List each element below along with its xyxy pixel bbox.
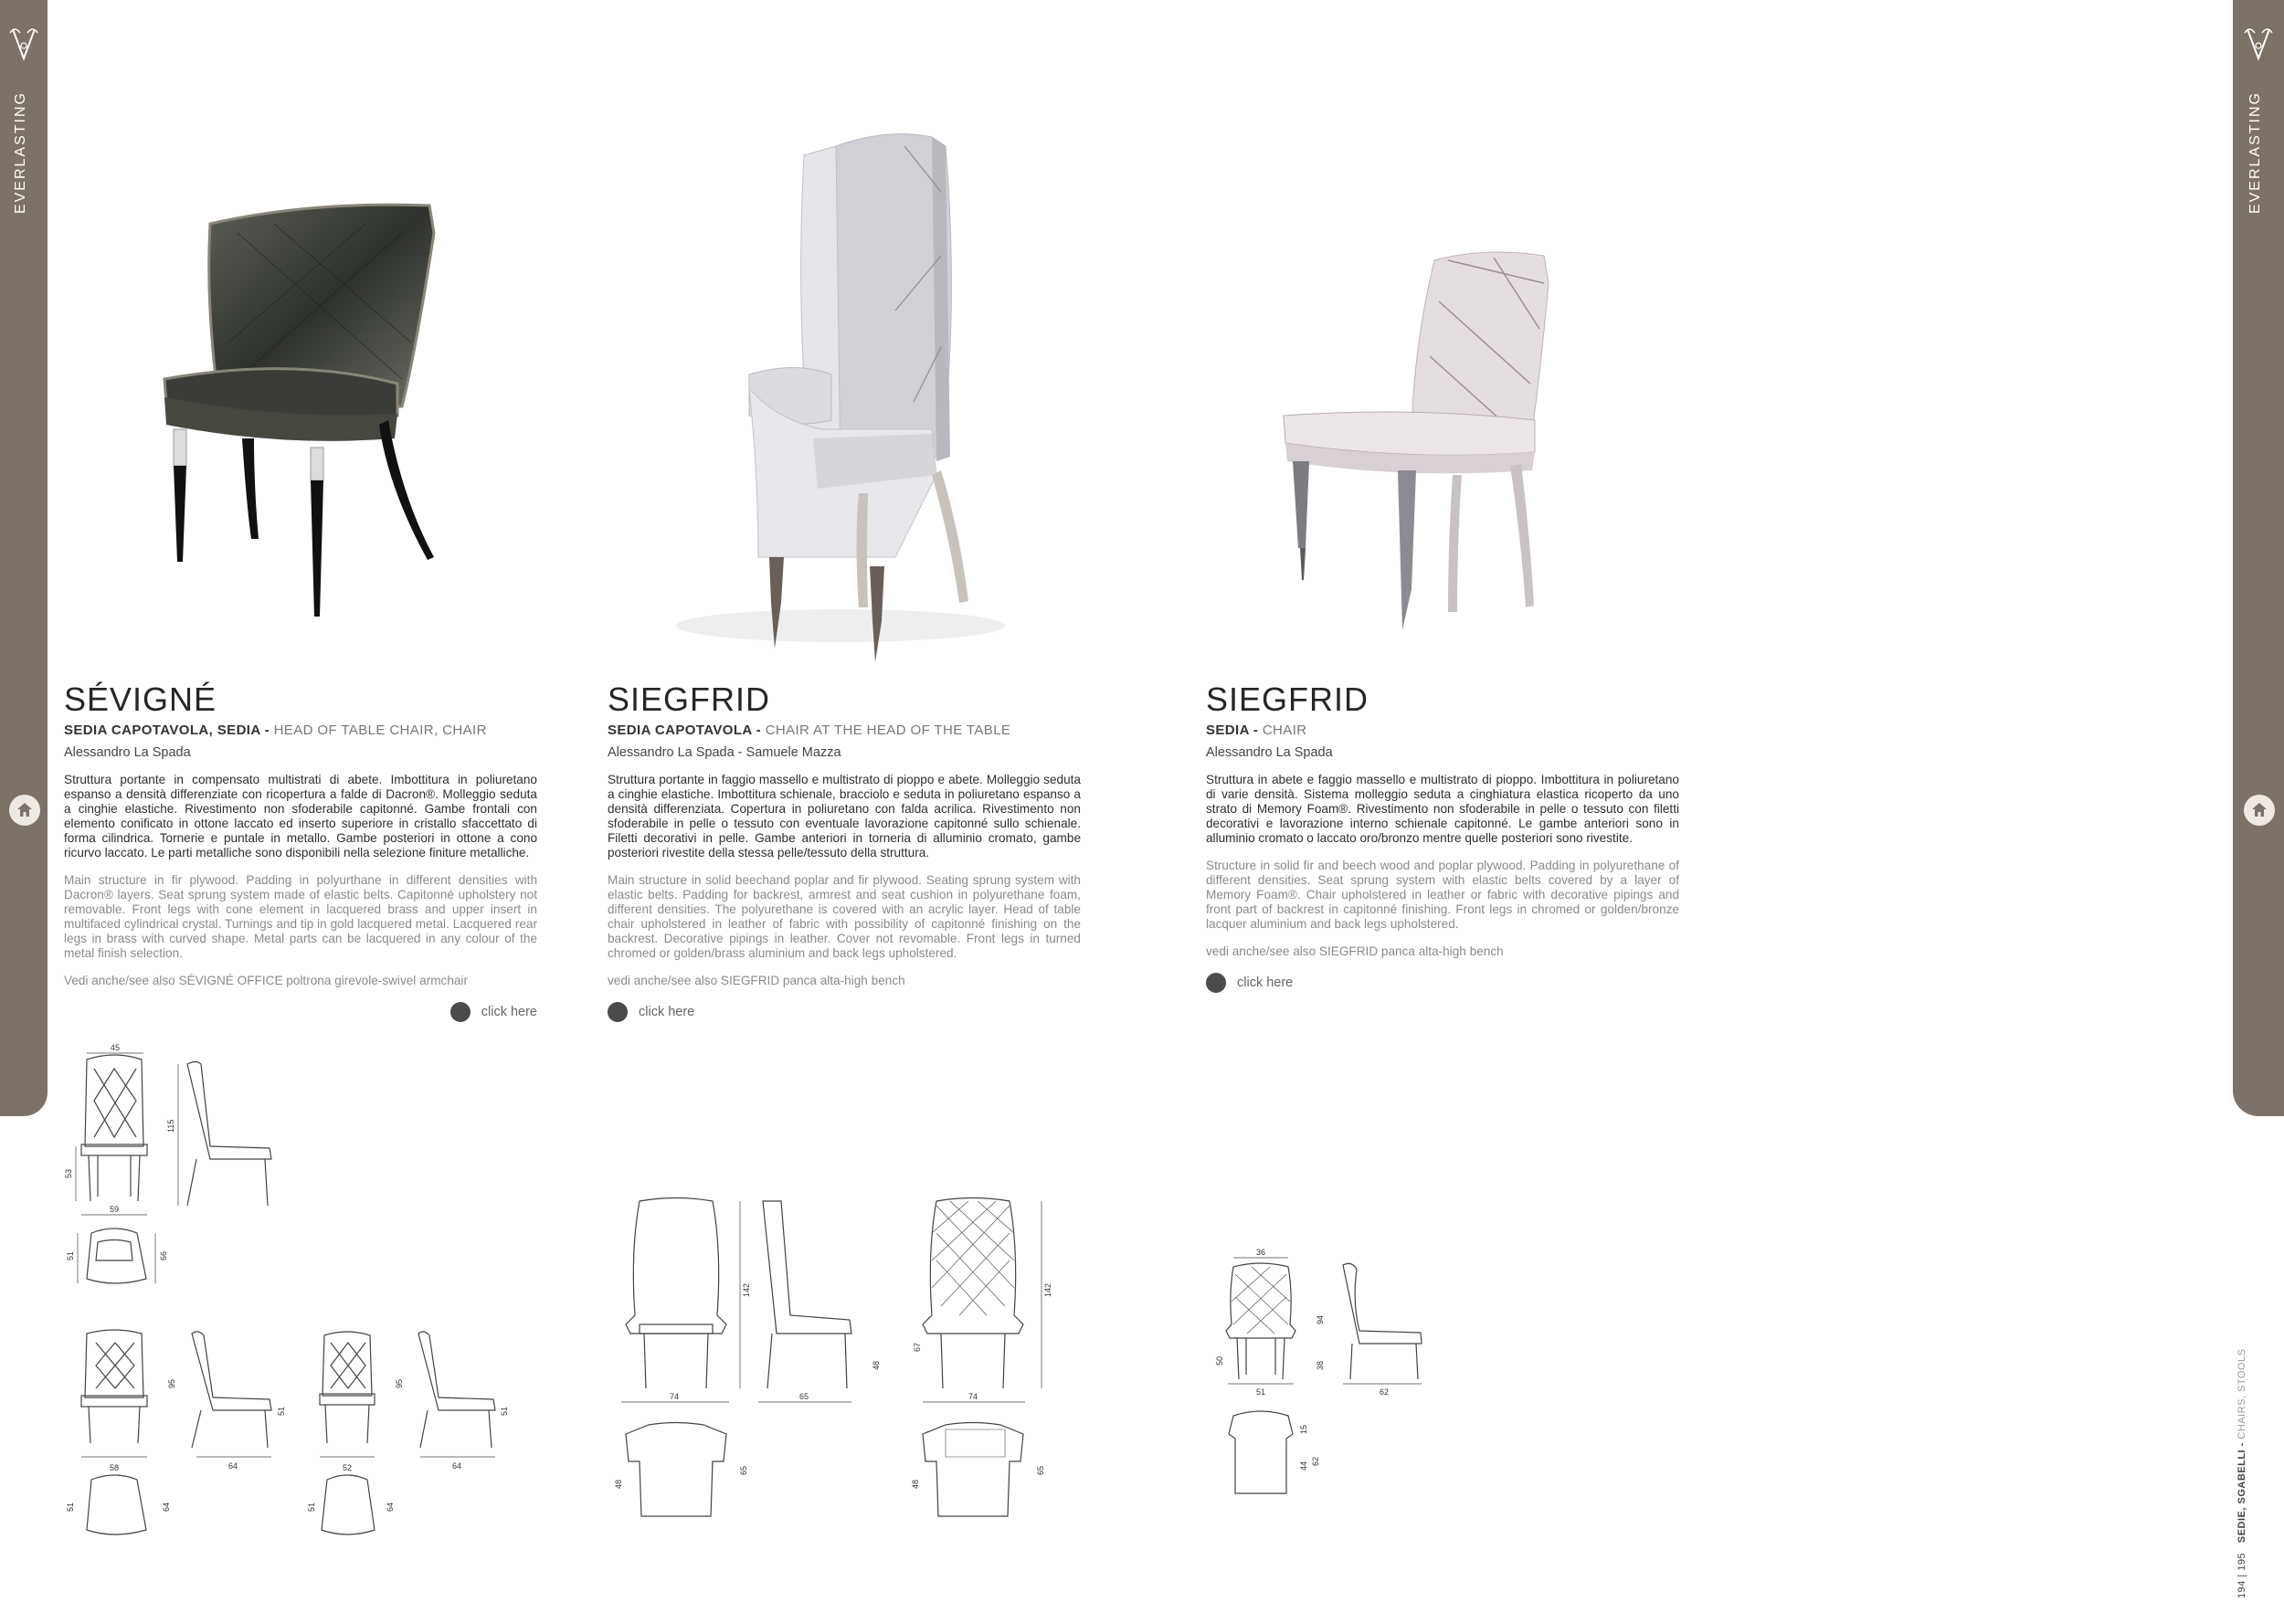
dim-plan-d: 66 — [159, 1250, 168, 1260]
product-designer: Alessandro La Spada — [64, 745, 191, 760]
category-en: HEAD OF TABLE CHAIR, CHAIR — [273, 722, 487, 738]
sevigne-sketch-c — [301, 1324, 530, 1562]
dim-arm: 51 — [277, 1406, 286, 1416]
home-icon — [16, 801, 34, 819]
dim-back: 67 — [913, 1342, 922, 1352]
see-also: vedi anche/see also SIEGFRID panca alta-high bench — [1206, 944, 1504, 958]
product-category — [64, 722, 537, 738]
dim-plan-d: 64 — [386, 1502, 395, 1512]
category-en: CHAIR — [1262, 722, 1307, 738]
click-here-button[interactable] — [608, 1002, 1081, 1022]
product-category — [608, 722, 1081, 738]
dim-width: 58 — [109, 1463, 120, 1472]
product-sevigne — [64, 680, 537, 1022]
category-it: SEDIA - — [1206, 722, 1263, 738]
click-here-button[interactable] — [1206, 973, 1679, 993]
dim-a: 15 — [1299, 1424, 1308, 1434]
click-here-label: click here — [1237, 975, 1294, 990]
dim-plan-d-2: 65 — [1036, 1465, 1045, 1475]
right-side-tab — [2233, 0, 2284, 1116]
dim-width: 74 — [669, 1392, 680, 1401]
dim-mid: 38 — [1316, 1360, 1325, 1370]
dim-height-2: 142 — [1043, 1282, 1052, 1297]
dim-plan-w: 51 — [66, 1250, 75, 1260]
dim-depth: 59 — [109, 1205, 120, 1214]
category-it: SEDIA CAPOTAVOLA, SEDIA - — [64, 722, 274, 738]
page-numbers: 194 | 195 — [2236, 1552, 2247, 1598]
dim-plan-w: 48 — [614, 1479, 623, 1489]
dim-plan-w-2: 48 — [911, 1479, 920, 1489]
home-button[interactable] — [2244, 795, 2275, 826]
description-en: Structure in solid fir and beech wood and poplar plywood. Padding in polyurethane of different densities. Seat sprung system with elastic belts covered by a layer of Memory Foam®. Chair upholstered in leather or fabric with decorative pipings and front part of backrest in capitonné finishing. Front legs in chromed or golden/bronze lacquer aluminium and back legs upholstered. — [1206, 859, 1679, 931]
dim-plan-d: 64 — [162, 1502, 171, 1512]
section-it: SEDIE, SGABELLI - — [2236, 1439, 2247, 1544]
click-here-label: click here — [639, 1005, 695, 1019]
product-category — [1206, 722, 1679, 738]
dim-depth: 62 — [1379, 1387, 1390, 1397]
dim-depth: 64 — [227, 1461, 238, 1471]
dim-top: 36 — [1255, 1248, 1266, 1257]
click-here-label: click here — [481, 1005, 537, 1019]
description-en: Main structure in solid beechand poplar and fir plywood. Seating sprung system with elastic belts. Padding for backrest, armrest and seat cushion in polyurethane foam, different densities. The polyurethane is covered with an acrylic layer. Head of table chair upholstered in leather of fabric with possibility of capitonné finishing on the backrest. Decorative pipings in leather. Cover not revomable. Front legs in turned chromed or golden/brass aluminium and back legs upholstered. — [608, 873, 1081, 960]
siegfrid-head-sketch — [614, 1197, 1096, 1534]
siegfrid-chair-sketch — [1215, 1247, 1453, 1512]
dim-seat: 48 — [872, 1360, 881, 1370]
dim-plan-d: 62 — [1311, 1456, 1320, 1466]
left-side-tab — [0, 0, 48, 1116]
brand-logo-icon — [2240, 22, 2277, 68]
product-title: SÉVIGNÉ — [64, 680, 217, 718]
dim-width: 52 — [342, 1463, 353, 1472]
dim-width-2: 74 — [968, 1392, 978, 1401]
collection-label: EVERLASTING — [13, 91, 28, 215]
home-button[interactable] — [9, 795, 40, 826]
dim-seat: 53 — [64, 1168, 73, 1178]
bullet-icon — [608, 1002, 628, 1022]
sevigne-chair-photo — [155, 196, 448, 626]
siegfrid-chair-photo — [1274, 247, 1567, 639]
dim-plan-w: 44 — [1299, 1461, 1308, 1471]
dim-height: 94 — [1316, 1314, 1325, 1324]
see-also: vedi anche/see also SIEGFRID panca alta-high bench — [608, 974, 905, 987]
dim-depth: 65 — [798, 1392, 809, 1401]
sevigne-sketch-a — [59, 1043, 297, 1320]
product-title: SIEGFRID — [608, 680, 771, 718]
dim-plan-w: 51 — [66, 1502, 75, 1512]
product-title: SIEGFRID — [1206, 680, 1369, 718]
dim-height: 142 — [742, 1282, 751, 1297]
sevigne-sketch-b — [59, 1324, 297, 1562]
description-it: Struttura portante in compensato multistrati di abete. Imbottitura in poliuretano espanso a densità differenziate con ricopertura a falde di Dacron®. Molleggio seduta a cinghie elastiche. Rivestimento non sfoderabile capitonné. Gambe frontali con elemento conificato in ottone laccato ed inserto superiore in cristallo sfaccettato di forma cilindrica. Tornerie e puntale in metallo. Gambe posteriori in ottone a cono ricurvo laccato. Le parti metalliche sono disponibili nella selezione finiture metalliche. — [64, 773, 537, 859]
dim-height: 115 — [166, 1119, 175, 1133]
product-siegfrid-chair — [1206, 680, 1679, 993]
dim-plan-w: 51 — [307, 1502, 316, 1512]
product-designer: Alessandro La Spada — [1206, 745, 1333, 760]
description-it: Struttura in abete e faggio massello e multistrato di pioppo. Imbottitura in poliuretano di varie densità. Sistema molleggio seduta a cinghiatura elastica ricoperto da uno strato di Memory Foam®. Rivestimento non sfoderabile in pelle o tessuto con filetti decorativi e lavorazione interno schienale capitonné. Le gambe anteriori sono in alluminio cromato o laccato oro/bronzo mentre quelle posteriori sono rivestite. — [1206, 773, 1679, 845]
dim-height: 95 — [167, 1378, 176, 1388]
dim-depth: 64 — [451, 1461, 462, 1471]
product-siegfrid-head — [608, 680, 1081, 1022]
dim-arm: 51 — [500, 1406, 509, 1416]
brand-logo-icon — [5, 22, 42, 68]
bullet-icon — [1206, 973, 1226, 993]
home-icon — [2250, 801, 2268, 819]
section-en: CHAIRS, STOOLS — [2236, 1348, 2247, 1439]
dim-plan-d: 65 — [739, 1465, 748, 1475]
product-designer: Alessandro La Spada - Samuele Mazza — [608, 745, 841, 760]
category-it: SEDIA CAPOTAVOLA - — [608, 722, 766, 738]
dim-height: 95 — [395, 1378, 404, 1388]
collection-label: EVERLASTING — [2247, 91, 2263, 215]
description-en: Main structure in fir plywood. Padding in polyurthane in different densities with Dacron® layers. Seat sprung system made of elastic belts. Capitonné upholstery not removable. Front legs with cone element in lacquered brass and upper insert in multifaced cylindrical crystal. Turnings and tip in gold lacquered metal. Lacquered rear legs in brass with curved shape. Metal parts can be lacquered in any colour of the metal finish selection. — [64, 873, 537, 960]
click-here-button[interactable] — [64, 1002, 537, 1022]
description-it: Struttura portante in faggio massello e multistrato di pioppo e abete. Molleggio seduta a cinghie elastiche. Imbottitura schienale, bracciolo e seduta in poliuretano espanso a densità differenziata. Copertura in poliuretano con falda acrilica. Rivestimento non sfoderabile in pelle o tessuto con eventuale lavorazione capitonné sullo schienale. Filetti decorativi in pelle. Gambe anteriori in torneria di alluminio cromato, gambe posteriori rivestite della stessa pelle/tessuto della struttura. — [608, 773, 1081, 859]
dim-width: 51 — [1255, 1387, 1266, 1397]
dim-seat: 50 — [1215, 1355, 1224, 1366]
page-footer — [2236, 1334, 2247, 1598]
see-also: Vedi anche/see also SÉVIGNÉ OFFICE poltrona girevole-swivel armchair — [64, 974, 468, 987]
bullet-icon — [450, 1002, 471, 1022]
category-en: CHAIR AT THE HEAD OF THE TABLE — [765, 722, 1011, 738]
siegfrid-head-chair-photo — [658, 128, 1042, 649]
dim-width: 45 — [110, 1043, 121, 1052]
